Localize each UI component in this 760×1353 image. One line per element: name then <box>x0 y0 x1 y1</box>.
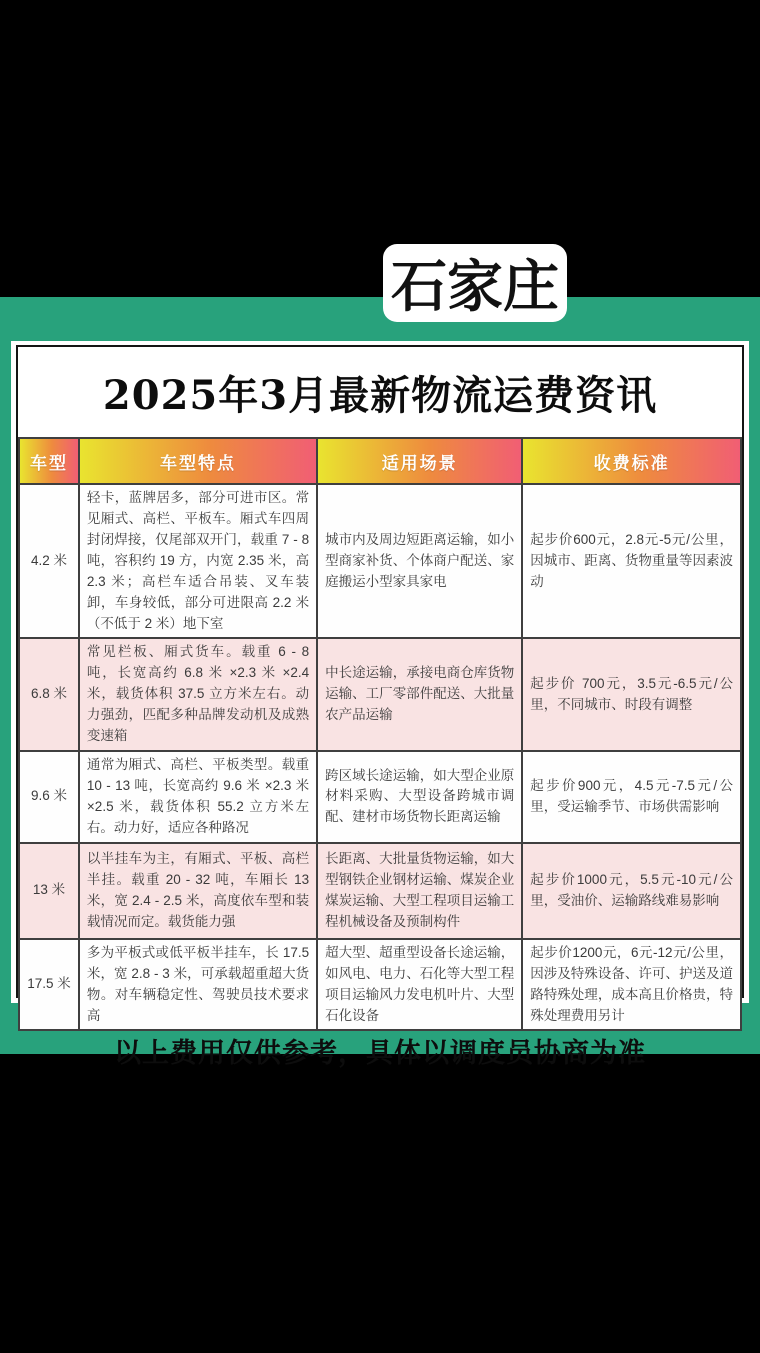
vehicle-type-cell: 4.2 米 <box>19 484 79 638</box>
table-row <box>19 751 741 843</box>
col-header-vehicle-type: 车型 <box>19 438 79 484</box>
table-row <box>19 843 741 939</box>
features-cell: 多为平板式或低平板半挂车，长 17.5 米，宽 2.8 - 3 米，可承载超重超大货物。对车辆稳定性、驾驶员技术要求高 <box>79 939 317 1031</box>
col-header-features: 车型特点 <box>79 438 317 484</box>
table-row <box>19 939 741 1031</box>
footer-note: 以上费用仅供参考，具体以调度员协商为准 <box>114 1038 646 1070</box>
city-badge <box>383 244 567 322</box>
features-cell: 轻卡，蓝牌居多，部分可进市区。常见厢式、高栏、平板车。厢式车四周封闭焊接，仅尾部双开门，载重 7 - 8 吨，容积约 19 方，内宽 2.35 米，高 2.3 米；高栏车适合吊装、叉车装卸，车身较低，部分可进限高 2.2 米（不低于 2 米）地下室 <box>79 484 317 638</box>
col-header-scenarios: 适用场景 <box>317 438 522 484</box>
city-label: 石家庄 <box>391 255 559 318</box>
scenarios-cell: 长距离、大批量货物运输，如大型钢铁企业钢材运输、煤炭企业煤炭运输、大型工程项目运输工程机械设备及预制构件 <box>317 843 522 939</box>
scenarios-cell: 超大型、超重型设备长途运输，如风电、电力、石化等大型工程项目运输风力发电机叶片、大型石化设备 <box>317 939 522 1031</box>
freight-rate-table <box>18 437 742 1031</box>
features-cell: 常见栏板、厢式货车。载重 6 - 8 吨，长宽高约 6.8 米 ×2.3 米 ×2.4 米，载货体积 37.5 立方米左右。动力强劲，匹配多种品牌发动机及成熟变速箱 <box>79 638 317 751</box>
table-row <box>19 638 741 751</box>
vehicle-type-cell: 17.5 米 <box>19 939 79 1031</box>
pricing-cell: 起步价900元，4.5元-7.5元/公里，受运输季节、市场供需影响 <box>522 751 741 843</box>
scenarios-cell: 城市内及周边短距离运输，如小型商家补货、个体商户配送、家庭搬运小型家具家电 <box>317 484 522 638</box>
vehicle-type-cell: 13 米 <box>19 843 79 939</box>
table-row <box>19 484 741 638</box>
features-cell: 通常为厢式、高栏、平板类型。载重 10 - 13 吨，长宽高约 9.6 米 ×2.3 米 ×2.5 米，载货体积 55.2 立方米左右。动力好，适应各种路况 <box>79 751 317 843</box>
pricing-cell: 起步价1200元，6元-12元/公里，因涉及特殊设备、许可、护送及道路特殊处理，成本高且价格贵，特殊处理费用另计 <box>522 939 741 1031</box>
pricing-cell: 起步价1000元，5.5元-10元/公里，受油价、运输路线难易影响 <box>522 843 741 939</box>
page-title: 2025年3月最新物流运费资讯 <box>102 371 658 419</box>
pricing-cell: 起步价 700元，3.5元-6.5元/公里，不同城市、时段有调整 <box>522 638 741 751</box>
bordered-content-box <box>16 345 744 1070</box>
pricing-cell: 起步价600元，2.8元-5元/公里，因城市、距离、货物重量等因素波动 <box>522 484 741 638</box>
vehicle-type-cell: 9.6 米 <box>19 751 79 843</box>
col-header-pricing: 收费标准 <box>522 438 741 484</box>
scenarios-cell: 跨区域长途运输，如大型企业原材料采购、大型设备跨城市调配、建材市场货物长距离运输 <box>317 751 522 843</box>
table-header-row <box>19 438 741 484</box>
content-panel <box>11 341 749 1070</box>
vehicle-type-cell: 6.8 米 <box>19 638 79 751</box>
features-cell: 以半挂车为主，有厢式、平板、高栏半挂。载重 20 - 32 吨，车厢长 13 米，宽 2.4 - 2.5 米，高度依车型和装载情况而定。载货能力强 <box>79 843 317 939</box>
scenarios-cell: 中长途运输，承接电商仓库货物运输、工厂零部件配送、大批量农产品运输 <box>317 638 522 751</box>
